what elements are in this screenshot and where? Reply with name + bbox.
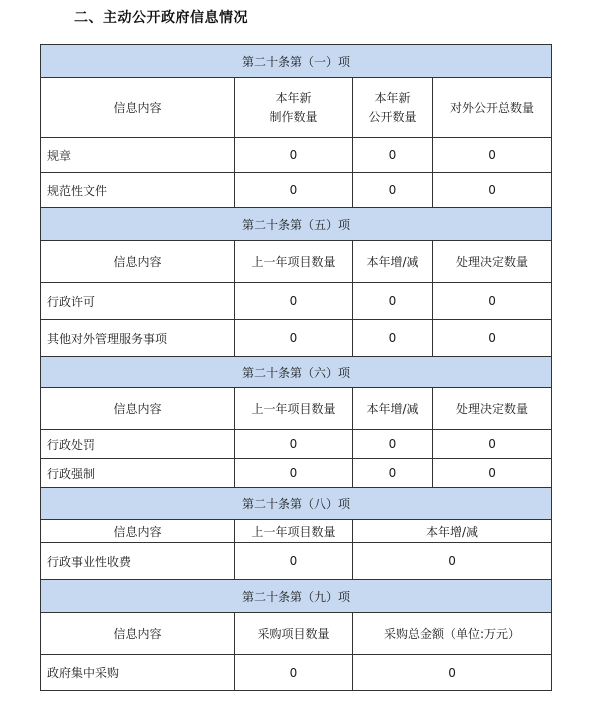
row-value: 0 bbox=[235, 283, 353, 320]
table-row bbox=[41, 459, 552, 488]
row-value: 0 bbox=[235, 320, 353, 357]
row-value: 0 bbox=[433, 283, 552, 320]
table-row bbox=[41, 283, 552, 320]
section-title: 第二十条第（九）项 bbox=[41, 580, 552, 613]
column-header-content: 信息内容 bbox=[41, 520, 235, 543]
column-header-row bbox=[41, 520, 552, 543]
table-row bbox=[41, 655, 552, 691]
section-title: 第二十条第（五）项 bbox=[41, 208, 552, 241]
row-label: 政府集中采购 bbox=[41, 655, 235, 691]
row-value: 0 bbox=[353, 543, 552, 580]
column-header-change: 本年增/减 bbox=[353, 241, 433, 283]
column-header-decisions: 处理决定数量 bbox=[433, 388, 552, 430]
column-header-decisions: 处理决定数量 bbox=[433, 241, 552, 283]
row-label: 规范性文件 bbox=[41, 173, 235, 208]
row-value: 0 bbox=[353, 459, 433, 488]
header-line: 本年新 bbox=[275, 90, 312, 105]
column-header-last-year-count: 上一年项目数量 bbox=[235, 520, 353, 543]
table-row bbox=[41, 173, 552, 208]
column-header-content: 信息内容 bbox=[41, 613, 235, 655]
column-header-row bbox=[41, 241, 552, 283]
row-value: 0 bbox=[235, 138, 353, 173]
row-value: 0 bbox=[235, 173, 353, 208]
column-header-row bbox=[41, 388, 552, 430]
row-label: 行政许可 bbox=[41, 283, 235, 320]
row-value: 0 bbox=[353, 430, 433, 459]
table-row bbox=[41, 320, 552, 357]
disclosure-table bbox=[40, 44, 552, 691]
row-value: 0 bbox=[433, 173, 552, 208]
row-value: 0 bbox=[235, 430, 353, 459]
column-header-change: 本年增/减 bbox=[353, 388, 433, 430]
row-value: 0 bbox=[353, 138, 433, 173]
row-value: 0 bbox=[353, 173, 433, 208]
column-header-procurement-count: 采购项目数量 bbox=[235, 613, 353, 655]
table-row bbox=[41, 138, 552, 173]
column-header-content: 信息内容 bbox=[41, 78, 235, 138]
row-value: 0 bbox=[235, 543, 353, 580]
section-title: 第二十条第（一）项 bbox=[41, 45, 552, 78]
row-value: 0 bbox=[353, 283, 433, 320]
header-line: 公开数量 bbox=[368, 109, 417, 124]
section-title: 第二十条第（六）项 bbox=[41, 357, 552, 388]
row-value: 0 bbox=[433, 138, 552, 173]
column-header-row bbox=[41, 78, 552, 138]
row-value: 0 bbox=[433, 320, 552, 357]
column-header-total-published: 对外公开总数量 bbox=[433, 78, 552, 138]
row-value: 0 bbox=[433, 459, 552, 488]
page-title: 二、主动公开政府信息情况 bbox=[74, 10, 248, 26]
column-header-new-published bbox=[353, 78, 433, 138]
row-value: 0 bbox=[353, 655, 552, 691]
row-label: 行政处罚 bbox=[41, 430, 235, 459]
table-row bbox=[41, 430, 552, 459]
column-header-last-year-count: 上一年项目数量 bbox=[235, 241, 353, 283]
column-header-content: 信息内容 bbox=[41, 241, 235, 283]
row-label: 其他对外管理服务事项 bbox=[41, 320, 235, 357]
section-header-row bbox=[41, 208, 552, 241]
column-header-new-created bbox=[235, 78, 353, 138]
column-header-content: 信息内容 bbox=[41, 388, 235, 430]
row-label: 行政事业性收费 bbox=[41, 543, 235, 580]
header-line: 制作数量 bbox=[269, 109, 318, 124]
row-label: 行政强制 bbox=[41, 459, 235, 488]
row-value: 0 bbox=[235, 655, 353, 691]
row-label: 规章 bbox=[41, 138, 235, 173]
section-header-row bbox=[41, 357, 552, 388]
table-row bbox=[41, 543, 552, 580]
row-value: 0 bbox=[235, 459, 353, 488]
column-header-last-year-count: 上一年项目数量 bbox=[235, 388, 353, 430]
header-line: 本年新 bbox=[374, 90, 411, 105]
row-value: 0 bbox=[353, 320, 433, 357]
section-title: 第二十条第（八）项 bbox=[41, 488, 552, 520]
column-header-procurement-amount: 采购总金额（单位:万元） bbox=[353, 613, 552, 655]
section-header-row bbox=[41, 580, 552, 613]
column-header-row bbox=[41, 613, 552, 655]
row-value: 0 bbox=[433, 430, 552, 459]
section-header-row bbox=[41, 45, 552, 78]
section-header-row bbox=[41, 488, 552, 520]
column-header-change: 本年增/减 bbox=[353, 520, 552, 543]
